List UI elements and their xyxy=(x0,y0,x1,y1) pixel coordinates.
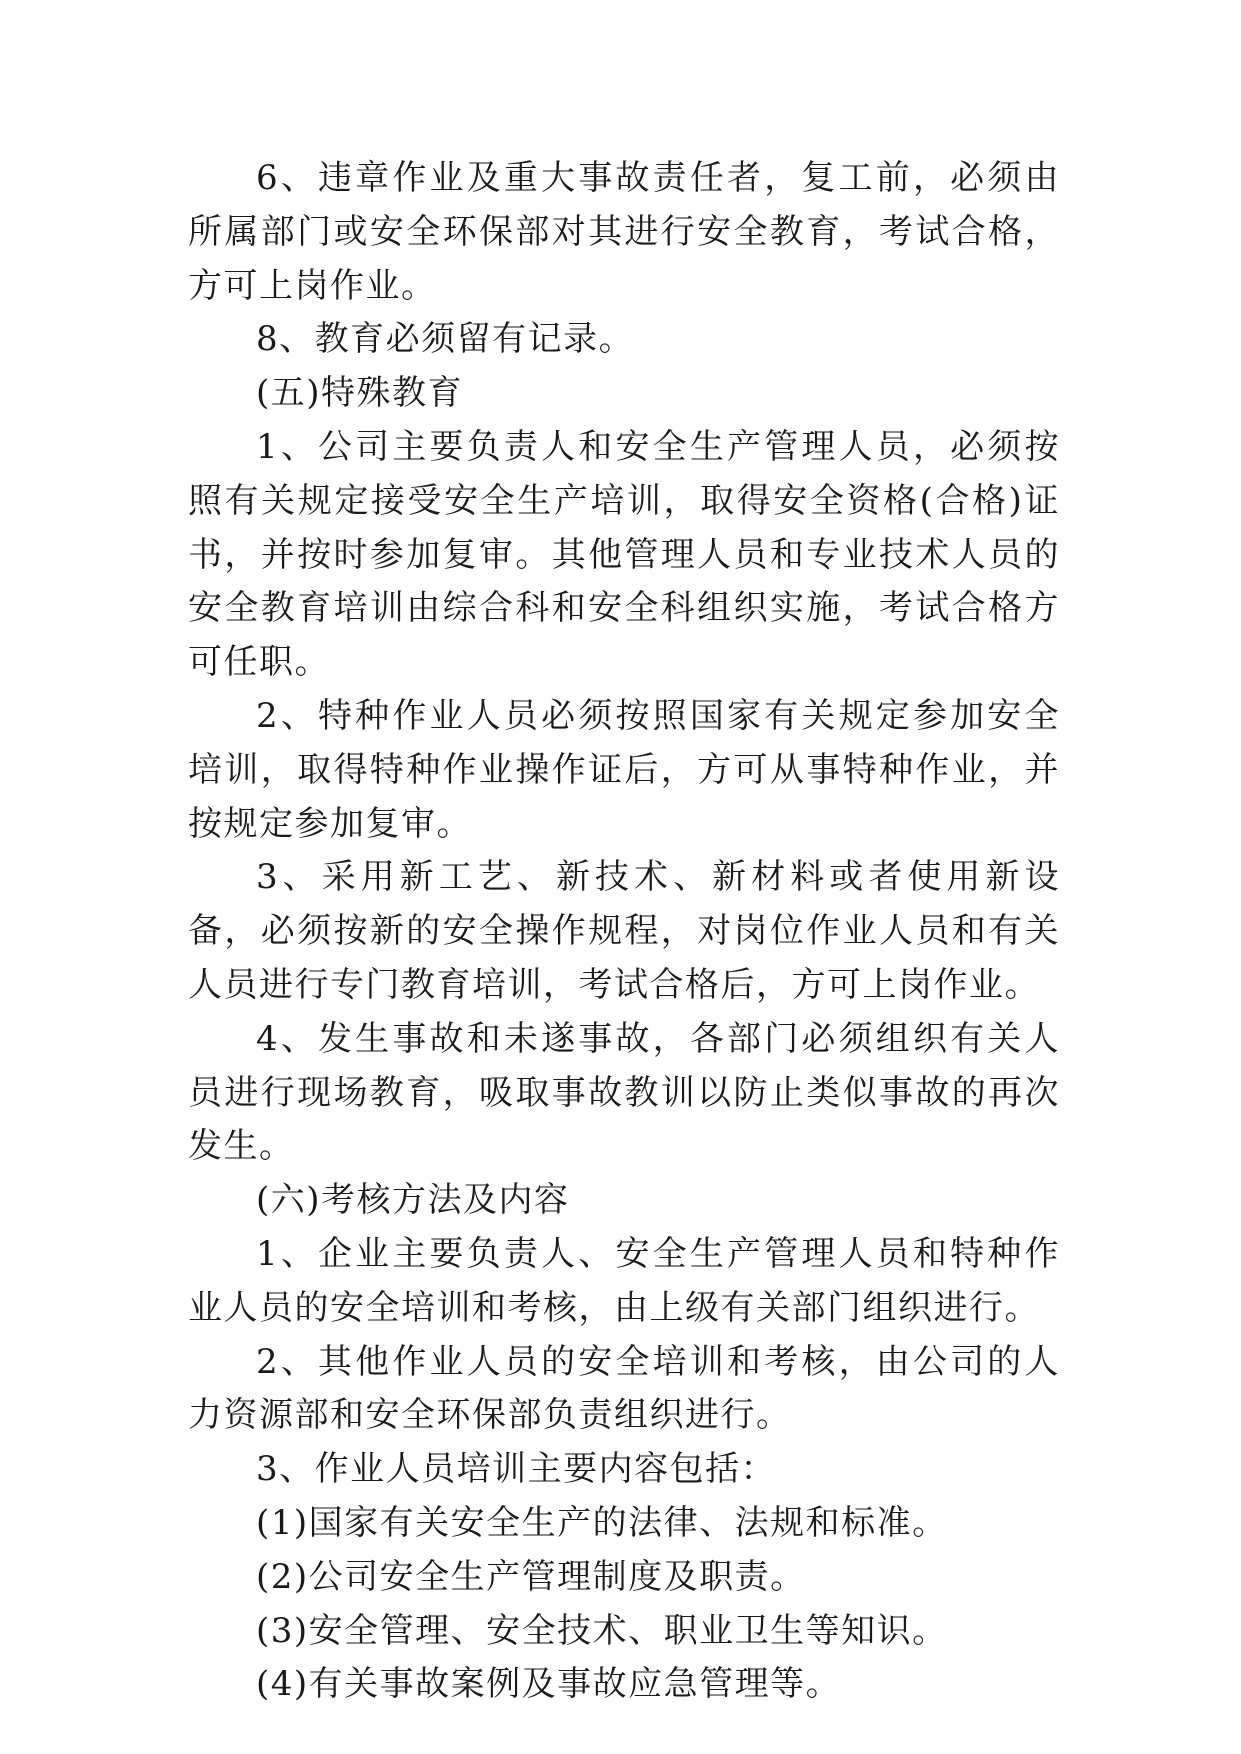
paragraph-assessment-2: 2、其他作业人员的安全培训和考核，由公司的人力资源部和安全环保部负责组织进行。 xyxy=(188,1341,1060,1436)
paragraph-item-6: 6、违章作业及重大事故责任者，复工前，必须由所属部门或安全环保部对其进行安全教育，考试合格，方可上岗作业。 xyxy=(188,158,1060,306)
document-body xyxy=(188,152,1060,1712)
paragraph-special-1: 1、公司主要负责人和安全生产管理人员，必须按照有关规定接受安全生产培训，取得安全资格(合格)证书，并按时参加复审。其他管理人员和专业技术人员的安全教育培训由综合科和安全科组织实施，考试合格方可任职。 xyxy=(188,426,1060,683)
list-item-training-3: (3)安全管理、安全技术、职业卫生等知识。 xyxy=(256,1610,948,1651)
paragraph-item-8: 8、教育必须留有记录。 xyxy=(256,319,635,360)
list-item-training-2: (2)公司安全生产管理制度及职责。 xyxy=(256,1556,806,1597)
paragraph-special-2: 2、特种作业人员必须按照国家有关规定参加安全培训，取得特种作业操作证后，方可从事特种作业，并按规定参加复审。 xyxy=(188,695,1060,844)
list-item-training-1: (1)国家有关安全生产的法律、法规和标准。 xyxy=(256,1502,948,1543)
paragraph-special-4: 4、发生事故和未遂事故，各部门必须组织有关人员进行现场教育，吸取事故教训以防止类似事故的再次发生。 xyxy=(188,1018,1060,1167)
section-heading-special-education: (五)特殊教育 xyxy=(256,373,464,414)
paragraph-special-3: 3、采用新工艺、新技术、新材料或者使用新设备，必须按新的安全操作规程，对岗位作业人员和有关人员进行专门教育培训，考试合格后，方可上岗作业。 xyxy=(188,857,1060,1005)
paragraph-assessment-1: 1、企业主要负责人、安全生产管理人员和特种作业人员的安全培训和考核，由上级有关部门组织进行。 xyxy=(188,1233,1060,1328)
section-heading-assessment: (六)考核方法及内容 xyxy=(256,1180,570,1221)
list-item-training-4: (4)有关事故案例及事故应急管理等。 xyxy=(256,1664,842,1705)
paragraph-assessment-3: 3、作业人员培训主要内容包括： xyxy=(256,1449,777,1490)
